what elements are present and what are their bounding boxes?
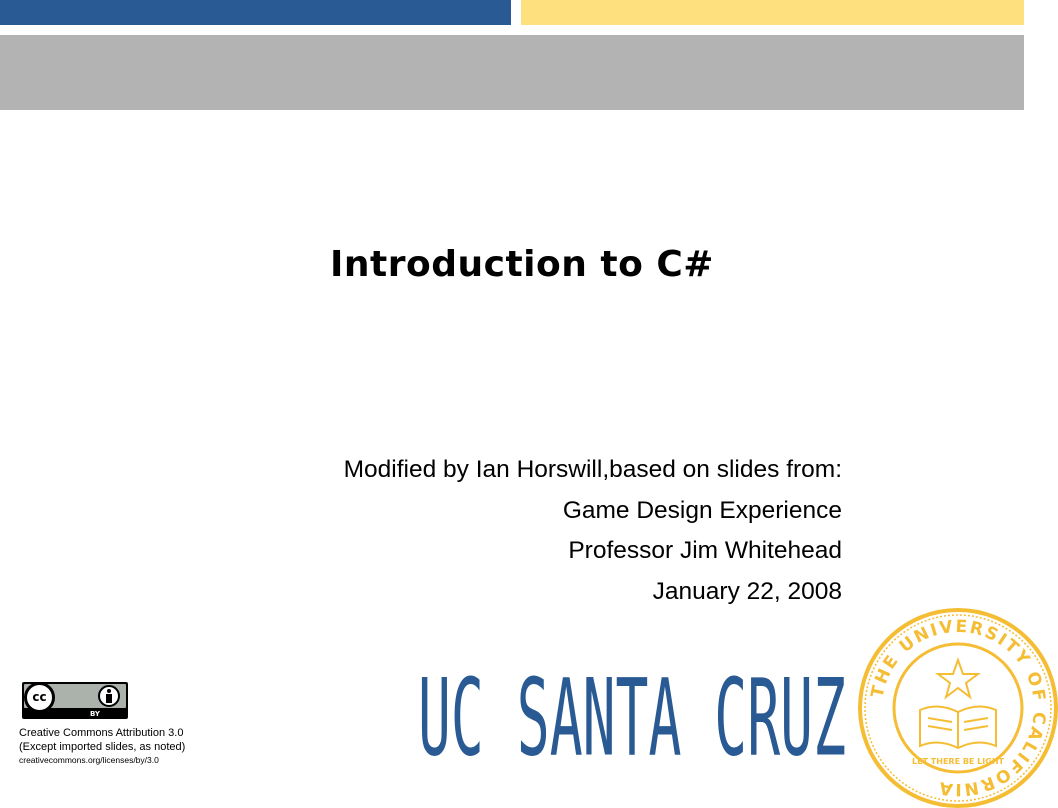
cc-license-badge [22,682,128,719]
seal-motto: LET THERE BE LIGHT [912,757,1004,766]
subtitle-line-credit: Modified by Ian Horswill,based on slides from: [343,456,842,483]
subtitle-line-professor: Professor Jim Whitehead [568,537,842,564]
header-band [0,35,1024,110]
license-url: creativecommons.org/licenses/by/3.0 [19,755,159,765]
top-bar-blue [0,0,511,25]
slide-subtitle [344,450,842,612]
license-text [19,727,185,768]
subtitle-line-date: January 22, 2008 [652,577,842,605]
license-line-2: (Except imported slides, as noted) [19,740,186,753]
ucsc-wordmark-logo [418,652,848,781]
cc-by-label: BY [89,710,101,718]
creative-commons-icon: cc [24,682,55,713]
slide-title: Introduction to C# [330,244,714,285]
seal-ring-text: THE UNIVERSITY OF CALIFORNIA [867,616,1050,800]
top-bar-yellow [521,0,1024,25]
ucsc-wordmark-text: UC SANTA CRUZ [418,656,846,781]
subtitle-line-course: Game Design Experience [562,496,842,524]
license-line-1: Creative Commons Attribution 3.0 [19,727,184,739]
attribution-icon [98,685,120,707]
uc-seal-logo [858,608,1058,808]
